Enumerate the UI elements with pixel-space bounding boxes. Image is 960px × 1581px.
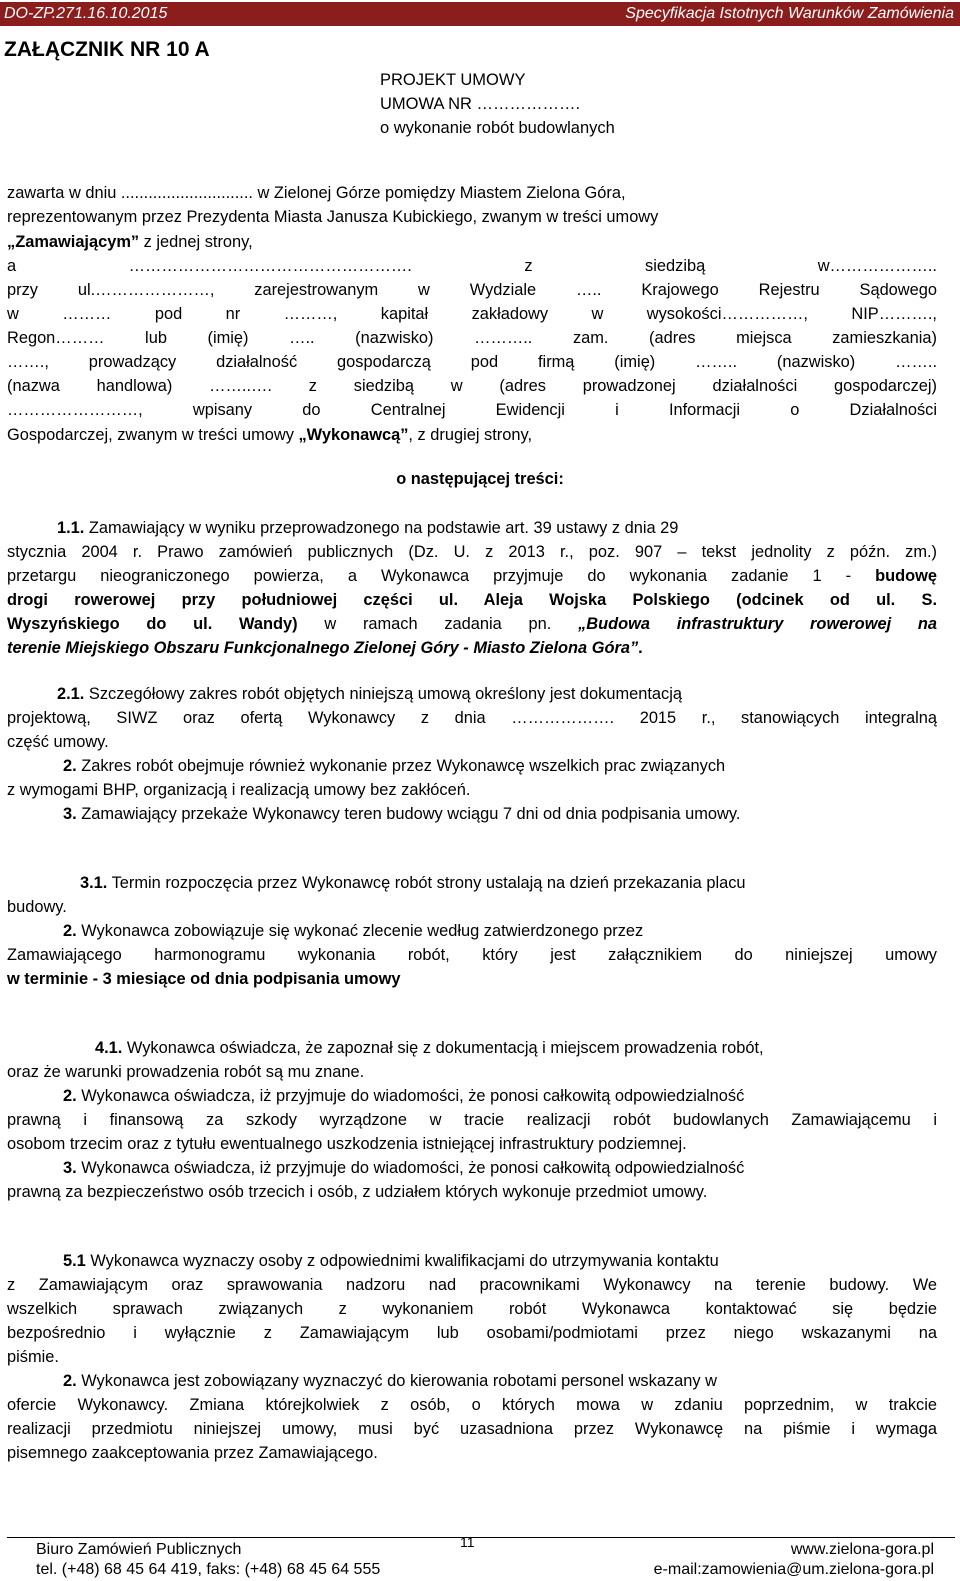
paragraph-line: część umowy. bbox=[7, 733, 109, 751]
footer-office: Biuro Zamówień Publicznych bbox=[36, 1541, 242, 1558]
intro-line bbox=[7, 230, 937, 254]
paragraph-line bbox=[57, 682, 937, 706]
clause-text: Wykonawca jest zobowiązany wyznaczyć do kierowania robotami personel wskazany w bbox=[76, 1372, 717, 1390]
paragraph-line bbox=[7, 612, 937, 636]
clause-number: 4.1. bbox=[95, 1039, 123, 1057]
footer-phone: tel. (+48) 68 45 64 419, faks: (+48) 68 45 64 555 bbox=[36, 1561, 381, 1578]
clause-number: 2. bbox=[63, 922, 77, 940]
clause-text: Wykonawca oświadcza, iż przyjmuje do wiadomości, że ponosi całkowitą odpowiedzialność bbox=[76, 1159, 745, 1177]
project-heading bbox=[380, 68, 615, 140]
clause-number: 5.1 bbox=[63, 1252, 86, 1270]
clause-text: Zamawiający przekaże Wykonawcy teren budowy wciągu 7 dni od dnia podpisania umowy. bbox=[76, 805, 741, 823]
intro-line: przy ul.…………………, zarejestrowanym w Wydziale ….. Krajowego Rejestru Sądowego bbox=[7, 281, 937, 299]
intro-line: zawarta w dniu ............................. w Zielonej Górze pomiędzy Miastem Zielona Góra, bbox=[7, 184, 626, 202]
footer-email: e-mail:zamowienia@um.zielona-gora.pl bbox=[653, 1561, 934, 1578]
paragraph-line: projektową, SIWZ oraz ofertą Wykonawcy z dnia ………………. 2015 r., stanowiących integralną bbox=[7, 709, 937, 727]
intro-line: Regon……… lub (imię) ….. (nazwisko) ……….. zam. (adres miejsca zamieszkania) bbox=[7, 329, 937, 347]
document-reference: DO-ZP.271.16.10.2015 bbox=[4, 5, 168, 22]
intro-line: ……., prowadzący działalność gospodarczą pod firmą (imię) …….. (nazwisko) …….. bbox=[7, 353, 937, 371]
paragraph-line bbox=[80, 871, 937, 895]
clause-text: Wykonawca oświadcza, iż przyjmuje do wiadomości, że ponosi całkowitą odpowiedzialność bbox=[76, 1087, 745, 1105]
intro-text: z jednej strony, bbox=[139, 233, 253, 251]
clause-bold-text: Wyszyńskiego do ul. Wandy) bbox=[7, 615, 298, 633]
task-name: terenie Miejskiego Obszaru Funkcjonalnego Zielonej Góry - Miasto Zielona Góra” bbox=[7, 639, 639, 657]
clause-number: 2.1. bbox=[57, 685, 85, 703]
clause-text: Wykonawca zobowiązuje się wykonać zlecenie według zatwierdzonego przez bbox=[76, 922, 644, 940]
paragraph-line bbox=[95, 1036, 937, 1060]
clause-number: 3. bbox=[63, 1159, 77, 1177]
paragraph-line bbox=[63, 754, 937, 778]
paragraph-line bbox=[63, 1369, 937, 1393]
intro-line: w ……… pod nr ………, kapitał zakładowy w wysokości……………, NIP………., bbox=[7, 305, 937, 323]
paragraph-line: prawną i finansową za szkody wyrządzone w tracie realizacji robót budowlanych Zamawiającemu i bbox=[7, 1111, 937, 1129]
paragraph-line: ofercie Wykonawcy. Zmiana którejkolwiek z osób, o których mowa w zdaniu poprzednim, w trakcie bbox=[7, 1396, 937, 1414]
clause-number: 3. bbox=[63, 805, 77, 823]
clause-text: Szczegółowy zakres robót objętych niniejszą umową określony jest dokumentacją bbox=[84, 685, 682, 703]
paragraph-line bbox=[63, 919, 937, 943]
intro-line: (nazwa handlowa) ……..…. z siedzibą w (adres prowadzonej działalności gospodarczej) bbox=[7, 377, 937, 395]
paragraph-line: z Zamawiającym oraz sprawowania nadzoru nad pracownikami Wykonawcy na terenie budowy. We bbox=[7, 1276, 937, 1294]
clause-text: Zamawiający w wyniku przeprowadzonego na podstawie art. 39 ustawy z dnia 29 bbox=[84, 519, 679, 537]
intro-text: , z drugiej strony, bbox=[408, 426, 532, 444]
paragraph-line: piśmie. bbox=[7, 1348, 59, 1366]
project-line-1: PROJEKT UMOWY bbox=[380, 71, 526, 89]
project-line-2: UMOWA NR ………………. bbox=[380, 95, 581, 113]
paragraph-line: drogi rowerowej przy południowej części ul. Aleja Wojska Polskiego (odcinek od ul. S. bbox=[7, 591, 937, 609]
paragraph-line: w terminie - 3 miesiące od dnia podpisania umowy bbox=[7, 970, 401, 988]
paragraph-line: Zamawiającego harmonogramu wykonania robót, który jest załącznikiem do niniejszej umowy bbox=[7, 946, 937, 964]
intro-line bbox=[7, 423, 937, 447]
paragraph-line: realizacji przedmiotu niniejszej umowy, musi być uzasadniona przez Wykonawcę na piśmie i wymaga bbox=[7, 1420, 937, 1438]
clause-text: przetargu nieograniczonego powierza, a Wykonawca przyjmuje do wykonania zadanie 1 - bbox=[7, 567, 876, 585]
paragraph-line: oraz że warunki prowadzenia robót są mu znane. bbox=[7, 1063, 365, 1081]
paragraph-line bbox=[63, 1084, 937, 1108]
paragraph-line bbox=[63, 802, 937, 826]
clause-number: 1.1. bbox=[57, 519, 85, 537]
clause-text: Wykonawca wyznaczy osoby z odpowiednimi kwalifikacjami do utrzymywania kontaktu bbox=[85, 1252, 719, 1270]
clause-text: Termin rozpoczęcia przez Wykonawcę robót strony ustalają na dzień przekazania placu bbox=[107, 874, 746, 892]
clause-number: 2. bbox=[63, 1372, 77, 1390]
party-name-contractor: „Wykonawcą” bbox=[298, 426, 409, 444]
paragraph-line: stycznia 2004 r. Prawo zamówień publicznych (Dz. U. z 2013 r., poz. 907 – tekst jednolity z późn. zm.) bbox=[7, 543, 937, 561]
paragraph-line bbox=[7, 636, 937, 660]
paragraph-line bbox=[63, 1249, 937, 1273]
clause-number: 3.1. bbox=[80, 874, 108, 892]
intro-line: reprezentowanym przez Prezydenta Miasta Janusza Kubickiego, zwanym w treści umowy bbox=[7, 208, 659, 226]
clause-text: w ramach zadania pn. bbox=[297, 615, 579, 633]
paragraph-line bbox=[63, 1156, 937, 1180]
paragraph-line: bezpośrednio i wyłącznie z Zamawiającym lub osobami/podmiotami przez niego wskazanymi na bbox=[7, 1324, 937, 1342]
paragraph-line: osobom trzecim oraz z tytułu ewentualnego uszkodzenia istniejącej infrastruktury podziemnej. bbox=[7, 1135, 687, 1153]
clause-number: 2. bbox=[63, 757, 77, 775]
paragraph-line: pisemnego zaakceptowania przez Zamawiającego. bbox=[7, 1444, 378, 1462]
paragraph-line: budowy. bbox=[7, 898, 67, 916]
paragraph-line: wszelkich sprawach związanych z wykonaniem robót Wykonawca kontaktować się będzie bbox=[7, 1300, 937, 1318]
footer-website: www.zielona-gora.pl bbox=[790, 1541, 934, 1558]
party-name-employer: „Zamawiającym” bbox=[7, 233, 140, 251]
footer-divider bbox=[7, 1537, 955, 1538]
clause-bold-text: budowę bbox=[875, 567, 937, 585]
paragraph-line bbox=[57, 516, 937, 540]
project-line-3: o wykonanie robót budowlanych bbox=[380, 119, 615, 137]
intro-line: ……………………, wpisany do Centralnej Ewidencji i Informacji o Działalności bbox=[7, 401, 937, 419]
document-spec-title: Specyfikacja Istotnych Warunków Zamówienia bbox=[625, 5, 954, 22]
clause-number: 2. bbox=[63, 1087, 77, 1105]
task-name: „Budowa infrastruktury rowerowej na bbox=[578, 615, 937, 633]
page-number: 11 bbox=[460, 1534, 475, 1550]
paragraph-line bbox=[7, 564, 937, 588]
intro-line: a ……………………………………………. z siedzibą w……………….. bbox=[7, 257, 937, 275]
page-header-bar bbox=[0, 2, 960, 26]
following-heading: o następującej treści: bbox=[396, 470, 564, 488]
clause-text: Zakres robót obejmuje również wykonanie przez Wykonawcę wszelkich prac związanych bbox=[76, 757, 726, 775]
clause-text: . bbox=[638, 639, 643, 657]
intro-text: Gospodarczej, zwanym w treści umowy bbox=[7, 426, 299, 444]
paragraph-line: z wymogami BHP, organizacją i realizacją umowy bez zakłóceń. bbox=[7, 781, 471, 799]
clause-text: Wykonawca oświadcza, że zapoznał się z dokumentacją i miejscem prowadzenia robót, bbox=[122, 1039, 764, 1057]
paragraph-line: prawną za bezpieczeństwo osób trzecich i osób, z udziałem których wykonuje przedmiot umowy. bbox=[7, 1183, 708, 1201]
annex-title: ZAŁĄCZNIK NR 10 A bbox=[4, 38, 210, 61]
